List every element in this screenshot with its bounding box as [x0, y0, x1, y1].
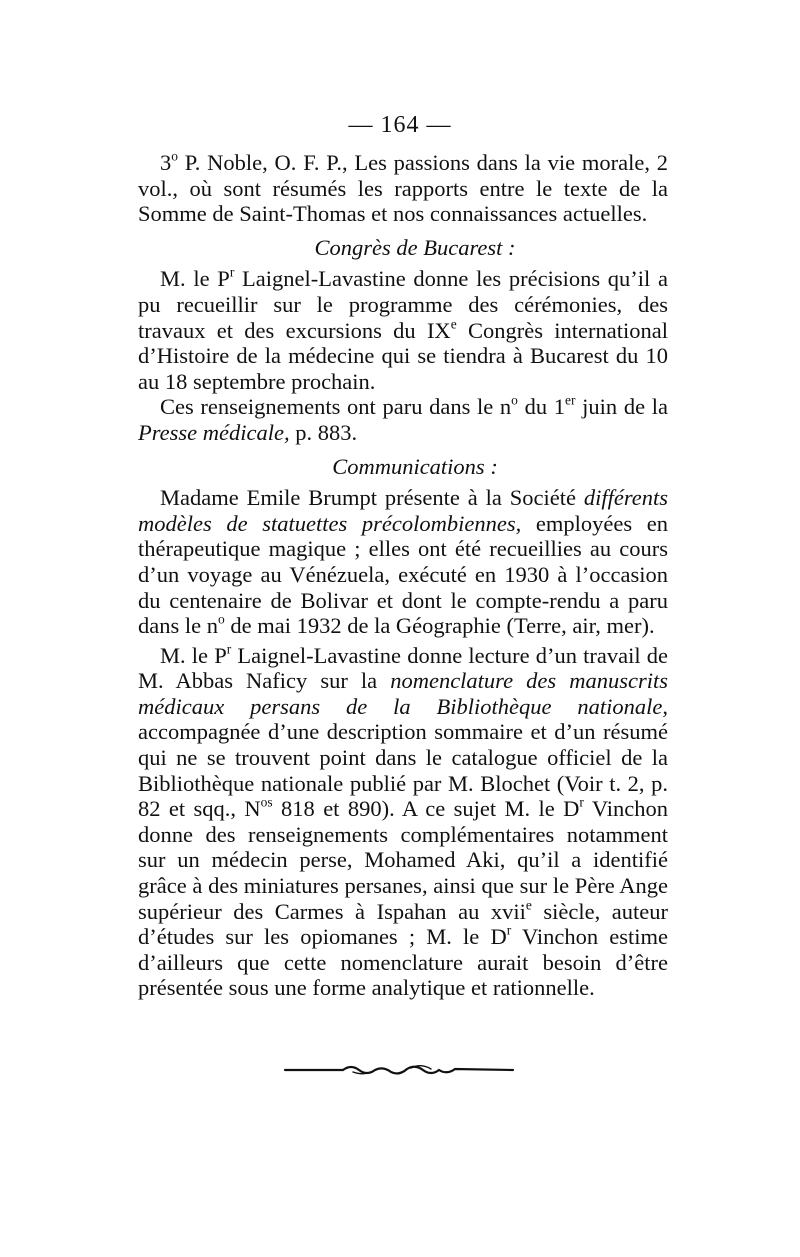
item-text: P. Noble, O. F. P., Les passions dans la vie morale, 2 vol., où sont résumés les rapports entre le texte de la Somme de Saint-Thomas et nos connaissances actuelles. — [138, 150, 668, 227]
text-run: 818 et 890). A ce sujet M. le D — [272, 796, 580, 822]
text-run: juin de la — [575, 394, 668, 420]
bibliography-item — [138, 150, 668, 227]
superscript: r — [226, 641, 232, 657]
item-number: 3 — [160, 150, 172, 175]
brumpt-paragraph — [138, 485, 668, 639]
congres-paragraph — [138, 266, 668, 394]
text-run: du 1 — [517, 394, 566, 420]
ordinal-suffix: o — [171, 148, 178, 164]
text-run: Laignel-Lavastine donne les précisions qu’il a pu recueillir sur le programme des cérémonies, des travaux et des excursions du IX — [138, 266, 668, 343]
superscript: r — [229, 264, 235, 280]
page-number: — 164 — — [348, 112, 452, 138]
superscript: er — [565, 392, 576, 408]
superscript: r — [506, 922, 512, 938]
text-run: Ces renseignements ont paru dans le n — [160, 394, 512, 420]
naficy-paragraph — [138, 643, 668, 1001]
text-run: p. 883. — [289, 419, 358, 445]
text-run: M. le P — [160, 642, 227, 668]
journal-title: Presse médicale, — [138, 419, 290, 445]
section-heading-communications: Communications : — [332, 453, 498, 479]
section-heading-congres: Congrès de Bucarest : — [314, 234, 516, 260]
text-run: employées en thérapeutique magique ; elles ont été recueillies au cours d’un voyage au Vénézuela, exécuté en 1930 à l’occasion du centenaire de Bolivar et dont le compte-rendu a paru dans le n — [138, 510, 668, 639]
text-run: Madame Emile Brumpt présente à la Société — [160, 485, 584, 511]
decorative-divider-ornament — [283, 1060, 515, 1080]
renseignements-paragraph — [138, 394, 668, 445]
text-run: M. le P — [160, 266, 230, 292]
text-run: de mai 1932 de la Géographie (Terre, air, mer). — [224, 613, 655, 639]
superscript: os — [260, 794, 273, 810]
italic-title: différents modèles de statuettes précolombiennes, — [138, 485, 668, 536]
superscript: e — [450, 316, 457, 332]
superscript: r — [579, 794, 584, 810]
text-run: accompagnée d’une description sommaire et d’un résumé qui ne se trouvent point dans le catalogue officiel de la Bibliothèque nationale publié par M. Blochet (Voir t. 2, p. 82 et sqq., N — [138, 719, 668, 822]
superscript: e — [525, 897, 532, 913]
text-run: siècle, auteur d’études sur les opiomanes ; M. le D — [138, 898, 668, 950]
superscript: o — [217, 611, 225, 627]
text-run: Vinchon estime d’ailleurs que cette nomenclature aurait besoin d’être présentée sous une forme analytique et rationnelle. — [138, 924, 668, 1001]
text-run: Congrès international d’Histoire de la médecine qui se tiendra à Bucarest du 10 au 18 septembre prochain. — [138, 317, 668, 394]
page-body — [138, 150, 668, 1001]
text-run: Laignel-Lavastine donne lecture d’un travail de M. Abbas Naficy sur la — [138, 642, 668, 694]
text-run: Vinchon donne des renseignements complémentaires notamment sur un médecin perse, Mohamed Aki, qu’il a identifié grâce à des miniatures persanes, ainsi que sur le Père Ange supérieur des Carmes à Ispahan au xvii — [138, 796, 668, 924]
italic-title: nomenclature des manuscrits médicaux persans de la Bibliothèque nationale, — [138, 668, 668, 719]
superscript: o — [511, 392, 518, 408]
